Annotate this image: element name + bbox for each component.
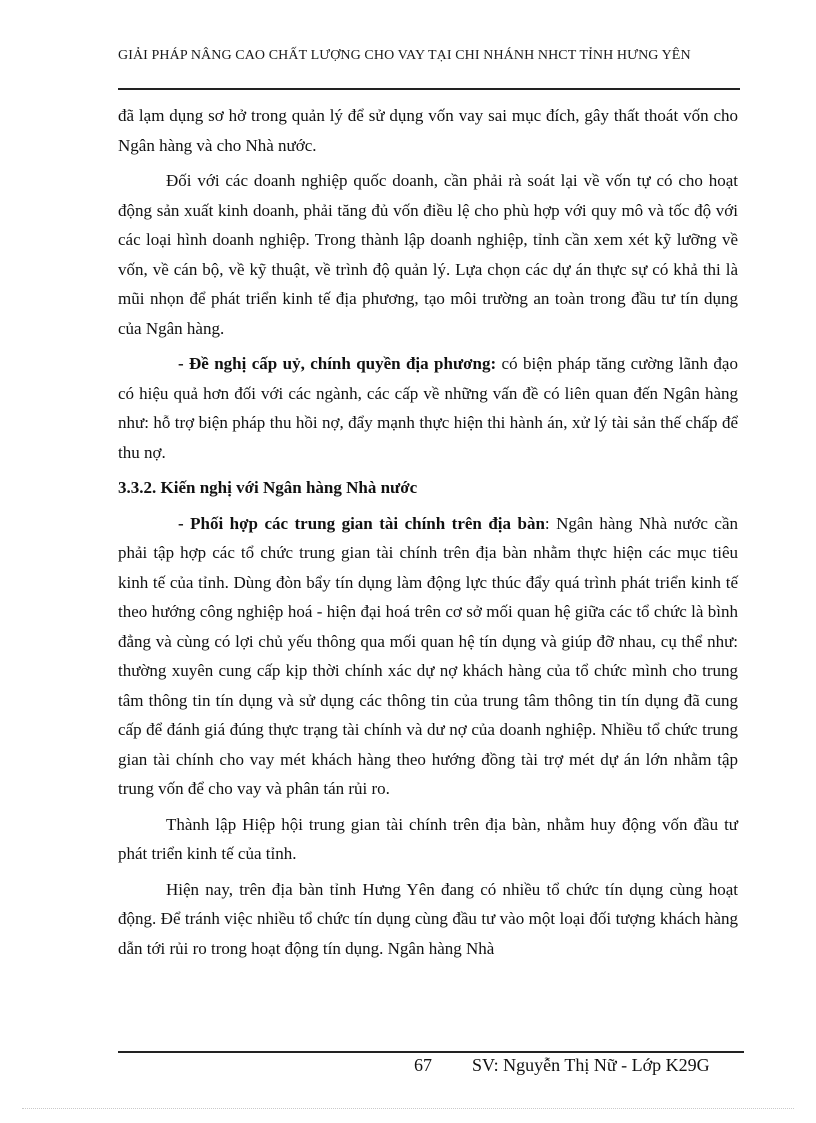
paragraph-3 [118, 349, 738, 467]
paragraph-1: đã lạm dụng sơ hở trong quản lý để sử dụng vốn vay sai mục đích, gây thất thoát vốn cho Ngân hàng và cho Nhà nước. [118, 106, 738, 155]
page-footer [414, 1052, 744, 1078]
page-number: 67 [414, 1055, 432, 1075]
paragraph-5: Thành lập Hiệp hội trung gian tài chính trên địa bàn, nhằm huy động vốn đầu tư phát triển kinh tế của tỉnh. [118, 814, 738, 863]
paragraph-4 [118, 509, 738, 804]
paragraph-6: Hiện nay, trên địa bàn tỉnh Hưng Yên đang có nhiều tổ chức tín dụng cùng hoạt động. Để tránh việc nhiều tổ chức tín dụng cùng đầu tư vào một loại đối tượng khách hàng dẫn tới rủi ro trong hoạt động tín dụng. Ngân hàng Nhà [118, 879, 738, 958]
page-edge-dotted [22, 1107, 794, 1109]
footer-author: SV: Nguyễn Thị Nữ - Lớp K29G [472, 1055, 710, 1075]
paragraph-3-lead: - Đề nghị cấp uỷ, chính quyền địa phương: [178, 354, 497, 373]
paragraph-3-text: có biện pháp tăng cường lãnh đạo có hiệu quả hơn đối với các ngành, các cấp về những vấn đề có liên quan đến Ngân hàng như: hỗ trợ biện pháp thu hồi nợ, đẩy mạnh thực hiện thi hành án, xử lý tài sản thế chấp để thu nợ. [118, 354, 738, 462]
paragraph-4-text: : Ngân hàng Nhà nước cần phải tập hợp các tổ chức trung gian tài chính trên địa bàn nhằm thực hiện các mục tiêu kinh tế của tỉnh. Dùng đòn bẩy tín dụng làm động lực thúc đẩy quá trình phát triển kinh tế theo hướng công nghiệp hoá - hiện đại hoá trên cơ sở mối quan hệ giữa các tổ chức là bình đẳng và cùng có lợi chủ yếu thông qua mối quan hệ tín dụng và giúp đỡ nhau, cụ thể như: thường xuyên cung cấp kịp thời chính xác dự nợ khách hàng của tổ chức mình cho trung tâm thông tin tín dụng và sử dụng các thông tin của trung tâm thông tin tín dụng đã cung cấp để đánh giá đúng thực trạng tài chính và dư nợ của doanh nghiệp. Nhiều tổ chức trung gian tài chính cho vay mét khách hàng theo hướng đồng tài trợ mét dự án lớn nhằm tập trung vốn để cho vay và phân tán rủi ro. [118, 513, 738, 798]
page-header: GIẢI PHÁP NÂNG CAO CHẤT LƯỢNG CHO VAY TẠI CHI NHÁNH NHCT TỈNH HƯNG YÊN [118, 48, 691, 63]
header-divider [118, 88, 740, 90]
document-body [118, 101, 738, 963]
paragraph-2: Đối với các doanh nghiệp quốc doanh, cần phải rà soát lại về vốn tự có cho hoạt động sản xuất kinh doanh, phải tăng đủ vốn điều lệ cho phù hợp với quy mô và tốc độ với các loại hình doanh nghiệp. Trong thành lập doanh nghiệp, tỉnh cần xem xét kỹ lưỡng về vốn, về cán bộ, về kỹ thuật, về trình độ quản lý. Lựa chọn các dự án thực sự có khả thi là mũi nhọn để phát triển kinh tế địa phương, tạo môi trường an toàn trong đầu tư tín dụng của Ngân hàng. [118, 171, 738, 338]
section-heading: 3.3.2. Kiến nghị với Ngân hàng Nhà nước [118, 478, 418, 497]
paragraph-4-lead: - Phối hợp các trung gian tài chính trên địa bàn [178, 513, 545, 533]
